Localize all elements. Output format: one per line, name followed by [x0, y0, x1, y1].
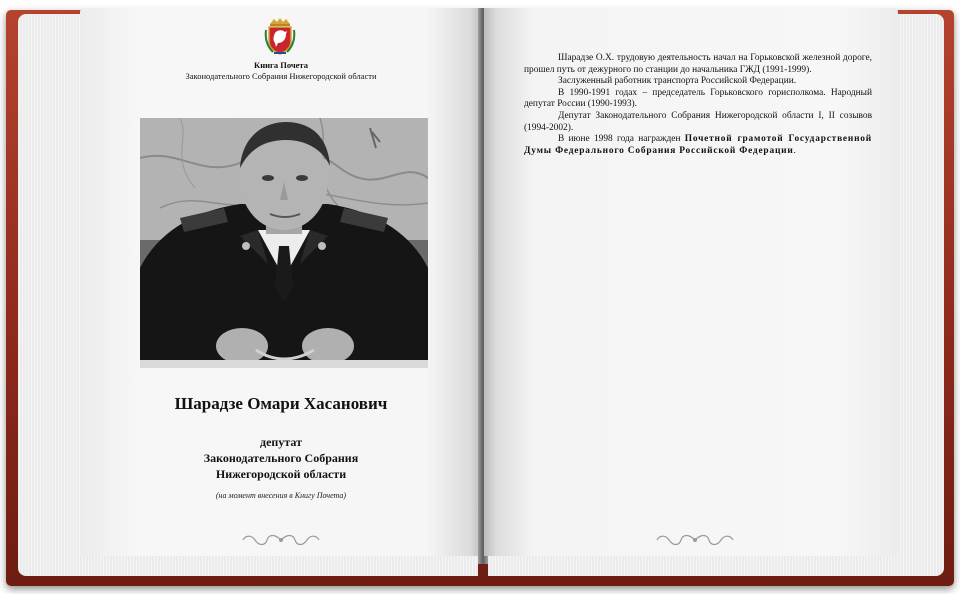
biography-text — [524, 53, 872, 157]
bio-paragraph-award — [524, 134, 872, 157]
right-page — [484, 8, 898, 556]
entry-note: (на момент внесения в Книгу Почета) — [215, 491, 347, 500]
bio-paragraph: В 1990-1991 годах – председатель Горьковского горисполкома. Народный депутат России (1990-1993). — [524, 87, 872, 110]
left-page — [80, 8, 482, 556]
position-line: депутат — [260, 435, 302, 449]
book-title: Книга Почета — [254, 60, 308, 70]
coat-of-arms-icon — [264, 16, 296, 56]
award-name: Почетной грамотой Государственной Думы Федерального Собрания Российской Федерации — [524, 134, 872, 156]
position-line: Законодательного Собрания — [203, 451, 359, 465]
bio-paragraph: Шарадзе О.Х. трудовую деятельность начал на Горьковской железной дороге, прошел путь от дежурного по станции до начальника ГЖД (1991-1999). — [524, 53, 872, 75]
flourish-ornament-icon — [241, 532, 321, 548]
award-suffix: . — [793, 145, 796, 156]
person-position — [80, 434, 482, 482]
book-subtitle: Законодательного Собрания Нижегородской области — [185, 71, 377, 81]
award-prefix: В июне 1998 года награжден — [558, 134, 685, 145]
portrait-photo — [140, 118, 428, 368]
bio-paragraph: Заслуженный работник транспорта Российской Федерации. — [558, 76, 797, 87]
person-name: Шарадзе Омари Хасанович — [174, 394, 388, 413]
flourish-ornament-icon — [655, 532, 735, 548]
bio-paragraph: Депутат Законодательного Собрания Нижегородской области I, II созывов (1994-2002). — [524, 110, 872, 133]
position-line: Нижегородской области — [215, 467, 347, 481]
